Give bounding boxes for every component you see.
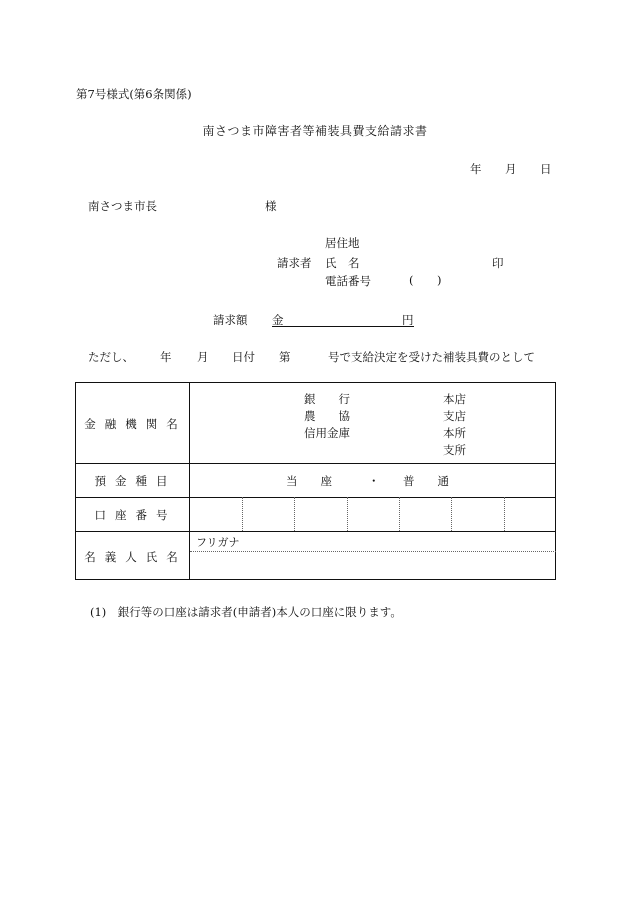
deposit-separator: ・ [368, 474, 380, 488]
applicant-role-label: 請求者 [277, 256, 312, 270]
date-month: 月 [505, 162, 517, 176]
phone-paren-open: ( [409, 273, 414, 287]
account-digit-divider [451, 497, 452, 531]
branch-type-branch: 支店 [443, 409, 466, 423]
seal-mark: 印 [492, 256, 504, 270]
proviso-tail: 号で支給決定を受けた補装具費のとして [328, 350, 535, 364]
date-day: 日 [540, 162, 552, 176]
amount-field[interactable] [272, 312, 414, 327]
branch-type-head: 本店 [443, 392, 466, 406]
furigana-divider [190, 551, 556, 552]
proviso-date-suffix: 日付 [232, 350, 255, 364]
furigana-label: フリガナ [196, 536, 240, 549]
bank-name-label: 金融機関名 [84, 417, 187, 431]
account-number-label: 口座番号 [94, 508, 177, 522]
account-digit-divider [347, 497, 348, 531]
table-rule [76, 531, 555, 532]
document-title: 南さつま市障害者等補装具費支給請求書 [202, 124, 428, 138]
applicant-phone-label: 電話番号 [325, 274, 371, 288]
bank-type-credit: 信用金庫 [304, 426, 350, 440]
branch-type-sub-office: 支所 [443, 443, 466, 457]
date-year: 年 [470, 162, 482, 176]
table-rule [76, 463, 555, 464]
proviso-year: 年 [160, 350, 172, 364]
footnote: (1) 銀行等の口座は請求者(申請者)本人の口座に限ります。 [90, 605, 402, 619]
bank-type-bank: 銀 行 [304, 392, 350, 406]
applicant-address-label: 居住地 [325, 236, 360, 250]
account-digit-divider [504, 497, 505, 531]
branch-type-main-office: 本所 [443, 426, 466, 440]
proviso-lead: ただし、 [88, 350, 134, 364]
account-digit-divider [399, 497, 400, 531]
deposit-ordinary[interactable]: 普 通 [403, 474, 449, 488]
phone-paren-close: ) [437, 273, 442, 287]
deposit-type-label: 預金種目 [94, 474, 177, 488]
form-number: 第7号様式(第6条関係) [76, 87, 192, 101]
account-holder-label: 名義人氏名 [84, 550, 187, 564]
addressee-honorific: 様 [265, 199, 277, 213]
proviso-number-prefix: 第 [279, 350, 291, 364]
addressee-name: 南さつま市長 [88, 199, 157, 213]
amount-prefix: 金 [272, 313, 284, 327]
amount-label: 請求額 [213, 313, 248, 327]
deposit-current[interactable]: 当 座 [286, 474, 332, 488]
account-digit-divider [294, 497, 295, 531]
bank-type-agri: 農 協 [304, 409, 350, 423]
account-digit-divider [242, 497, 243, 531]
table-column-divider [189, 383, 190, 579]
proviso-month: 月 [197, 350, 209, 364]
bank-account-table [75, 382, 556, 580]
amount-suffix: 円 [402, 313, 414, 327]
table-rule [76, 497, 555, 498]
applicant-name-label: 氏 名 [325, 256, 360, 270]
